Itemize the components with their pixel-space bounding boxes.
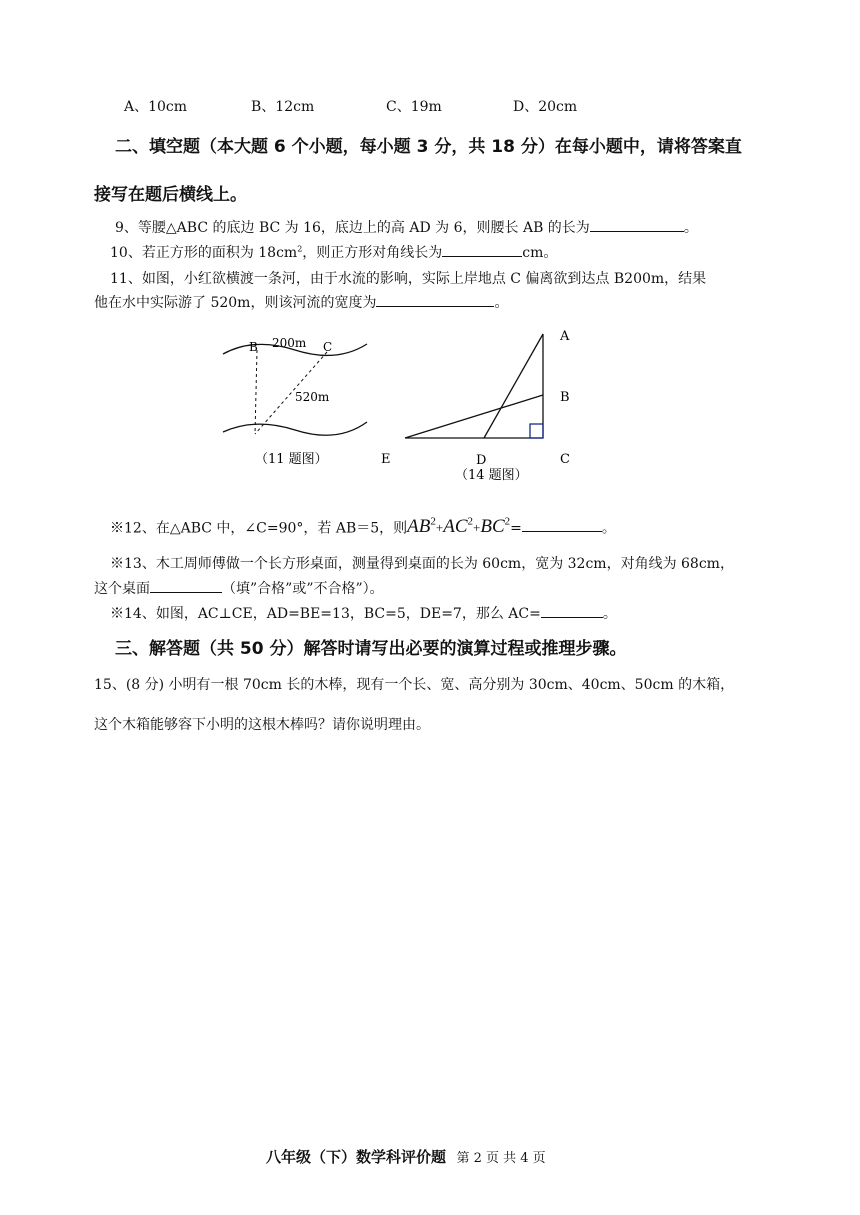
question-12-text: ※12、在△ABC 中，∠C=90°，若 AB＝5，则	[110, 520, 408, 537]
term-ab: AB	[407, 516, 431, 538]
term-bc: BC	[480, 516, 505, 538]
answer-blank-10[interactable]	[442, 243, 522, 257]
right-angle-mark	[530, 424, 543, 438]
question-12-end: 。	[601, 520, 616, 537]
river-bottom-bank	[223, 422, 367, 435]
river-width-dashed-line	[255, 350, 257, 434]
section3-heading: 三、解答题（共 50 分）解答时请写出必要的演算过程或推理步骤。	[115, 639, 627, 659]
question-14-text: ※14、如图，AC⊥CE，AD=BE=13，BC=5，DE=7，那么 AC=	[110, 606, 541, 622]
question-11-line2	[94, 292, 508, 312]
figure-11-caption: （11 题图）	[255, 452, 328, 467]
line-eb	[405, 395, 543, 438]
answer-blank-11[interactable]	[376, 293, 494, 307]
question-12-expression	[407, 516, 510, 537]
option-c: C、19m	[386, 99, 442, 115]
plus-2: +	[473, 520, 481, 536]
question-13-line2-start: 这个桌面	[94, 581, 150, 597]
footer-title: 八年级（下）数学科评价题	[266, 1148, 447, 1166]
question-14	[110, 603, 617, 623]
question-9	[115, 217, 698, 237]
exp-ac: 2	[467, 516, 473, 528]
answer-blank-9[interactable]	[590, 218, 684, 232]
question-10-end: cm。	[522, 245, 558, 261]
section2-heading-line1: 二、填空题（本大题 6 个小题，每小题 3 分，共 18 分）在每小题中，请将答案直	[115, 137, 742, 157]
section2-heading-line2: 接写在题后横线上。	[94, 185, 247, 205]
footer-page-number: 第 2 页 共 4 页	[456, 1151, 546, 1166]
figure-11-label-c: C	[323, 340, 333, 354]
option-a: A、10cm	[124, 99, 188, 115]
question-10-mid: ，则正方形对角线长为	[302, 245, 443, 261]
exp-bc: 2	[504, 516, 511, 528]
question-10-text: 10、若正方形的面积为 18cm	[110, 245, 298, 261]
question-11-line2-text: 他在水中实际游了 520m，则该河流的宽度为	[94, 295, 377, 311]
equals-sign: =	[510, 520, 522, 537]
figure-11-river-diagram	[215, 330, 375, 475]
question-15-line1: 15、(8 分) 小明有一根 70cm 长的木棒，现有一个长、宽、高分别为 30cm、40cm、50cm 的木箱，	[94, 677, 735, 693]
exp-ab: 2	[430, 516, 436, 528]
answer-blank-12[interactable]	[522, 518, 602, 532]
question-13-line2	[94, 578, 384, 598]
question-11-end: 。	[494, 295, 509, 311]
question-11-line1: 11、如图，小红欲横渡一条河，由于水流的影响，实际上岸地点 C 偏离欲到达点 B200m，结果	[110, 271, 707, 287]
figure-14-caption: （14 题图）	[455, 468, 528, 483]
figure-11-diag-distance: 520m	[295, 390, 330, 404]
answer-blank-14[interactable]	[541, 604, 603, 618]
plus-1: +	[435, 520, 444, 536]
question-12	[110, 516, 616, 538]
option-d: D、20cm	[513, 99, 578, 115]
page-footer	[266, 1146, 546, 1167]
question-13-line2-end: （填”合格”或”不合格”）。	[222, 581, 384, 597]
figure-14-label-b: B	[560, 390, 570, 405]
question-10	[110, 242, 557, 262]
term-ac: AC	[443, 516, 468, 538]
question-9-text: 9、等腰△ABC 的底边 BC 为 16，底边上的高 AD 为 6，则腰长 AB 的长为	[115, 220, 590, 236]
figure-14-label-c: C	[560, 452, 570, 467]
question-15-line2: 这个木箱能够容下小明的这根木棒吗？请你说明理由。	[94, 717, 430, 733]
figure-14-label-a: A	[560, 329, 570, 344]
question-9-end: 。	[683, 220, 698, 236]
figure-14-triangle-diagram	[375, 320, 590, 490]
line-ad	[484, 334, 543, 438]
question-10-sup: 2	[297, 244, 303, 254]
figure-11-label-b: B	[249, 340, 258, 354]
option-b: B、12cm	[251, 99, 315, 115]
figure-14-label-d: D	[476, 453, 487, 468]
figure-14-label-e: E	[381, 452, 391, 467]
question-14-end: 。	[602, 606, 617, 622]
figure-11-top-distance: 200m	[272, 336, 307, 350]
answer-blank-13[interactable]	[150, 579, 222, 593]
question-13-line1: ※13、木工周师傅做一个长方形桌面，测量得到桌面的长为 60cm，宽为 32cm，对角线为 68cm，	[110, 556, 734, 572]
